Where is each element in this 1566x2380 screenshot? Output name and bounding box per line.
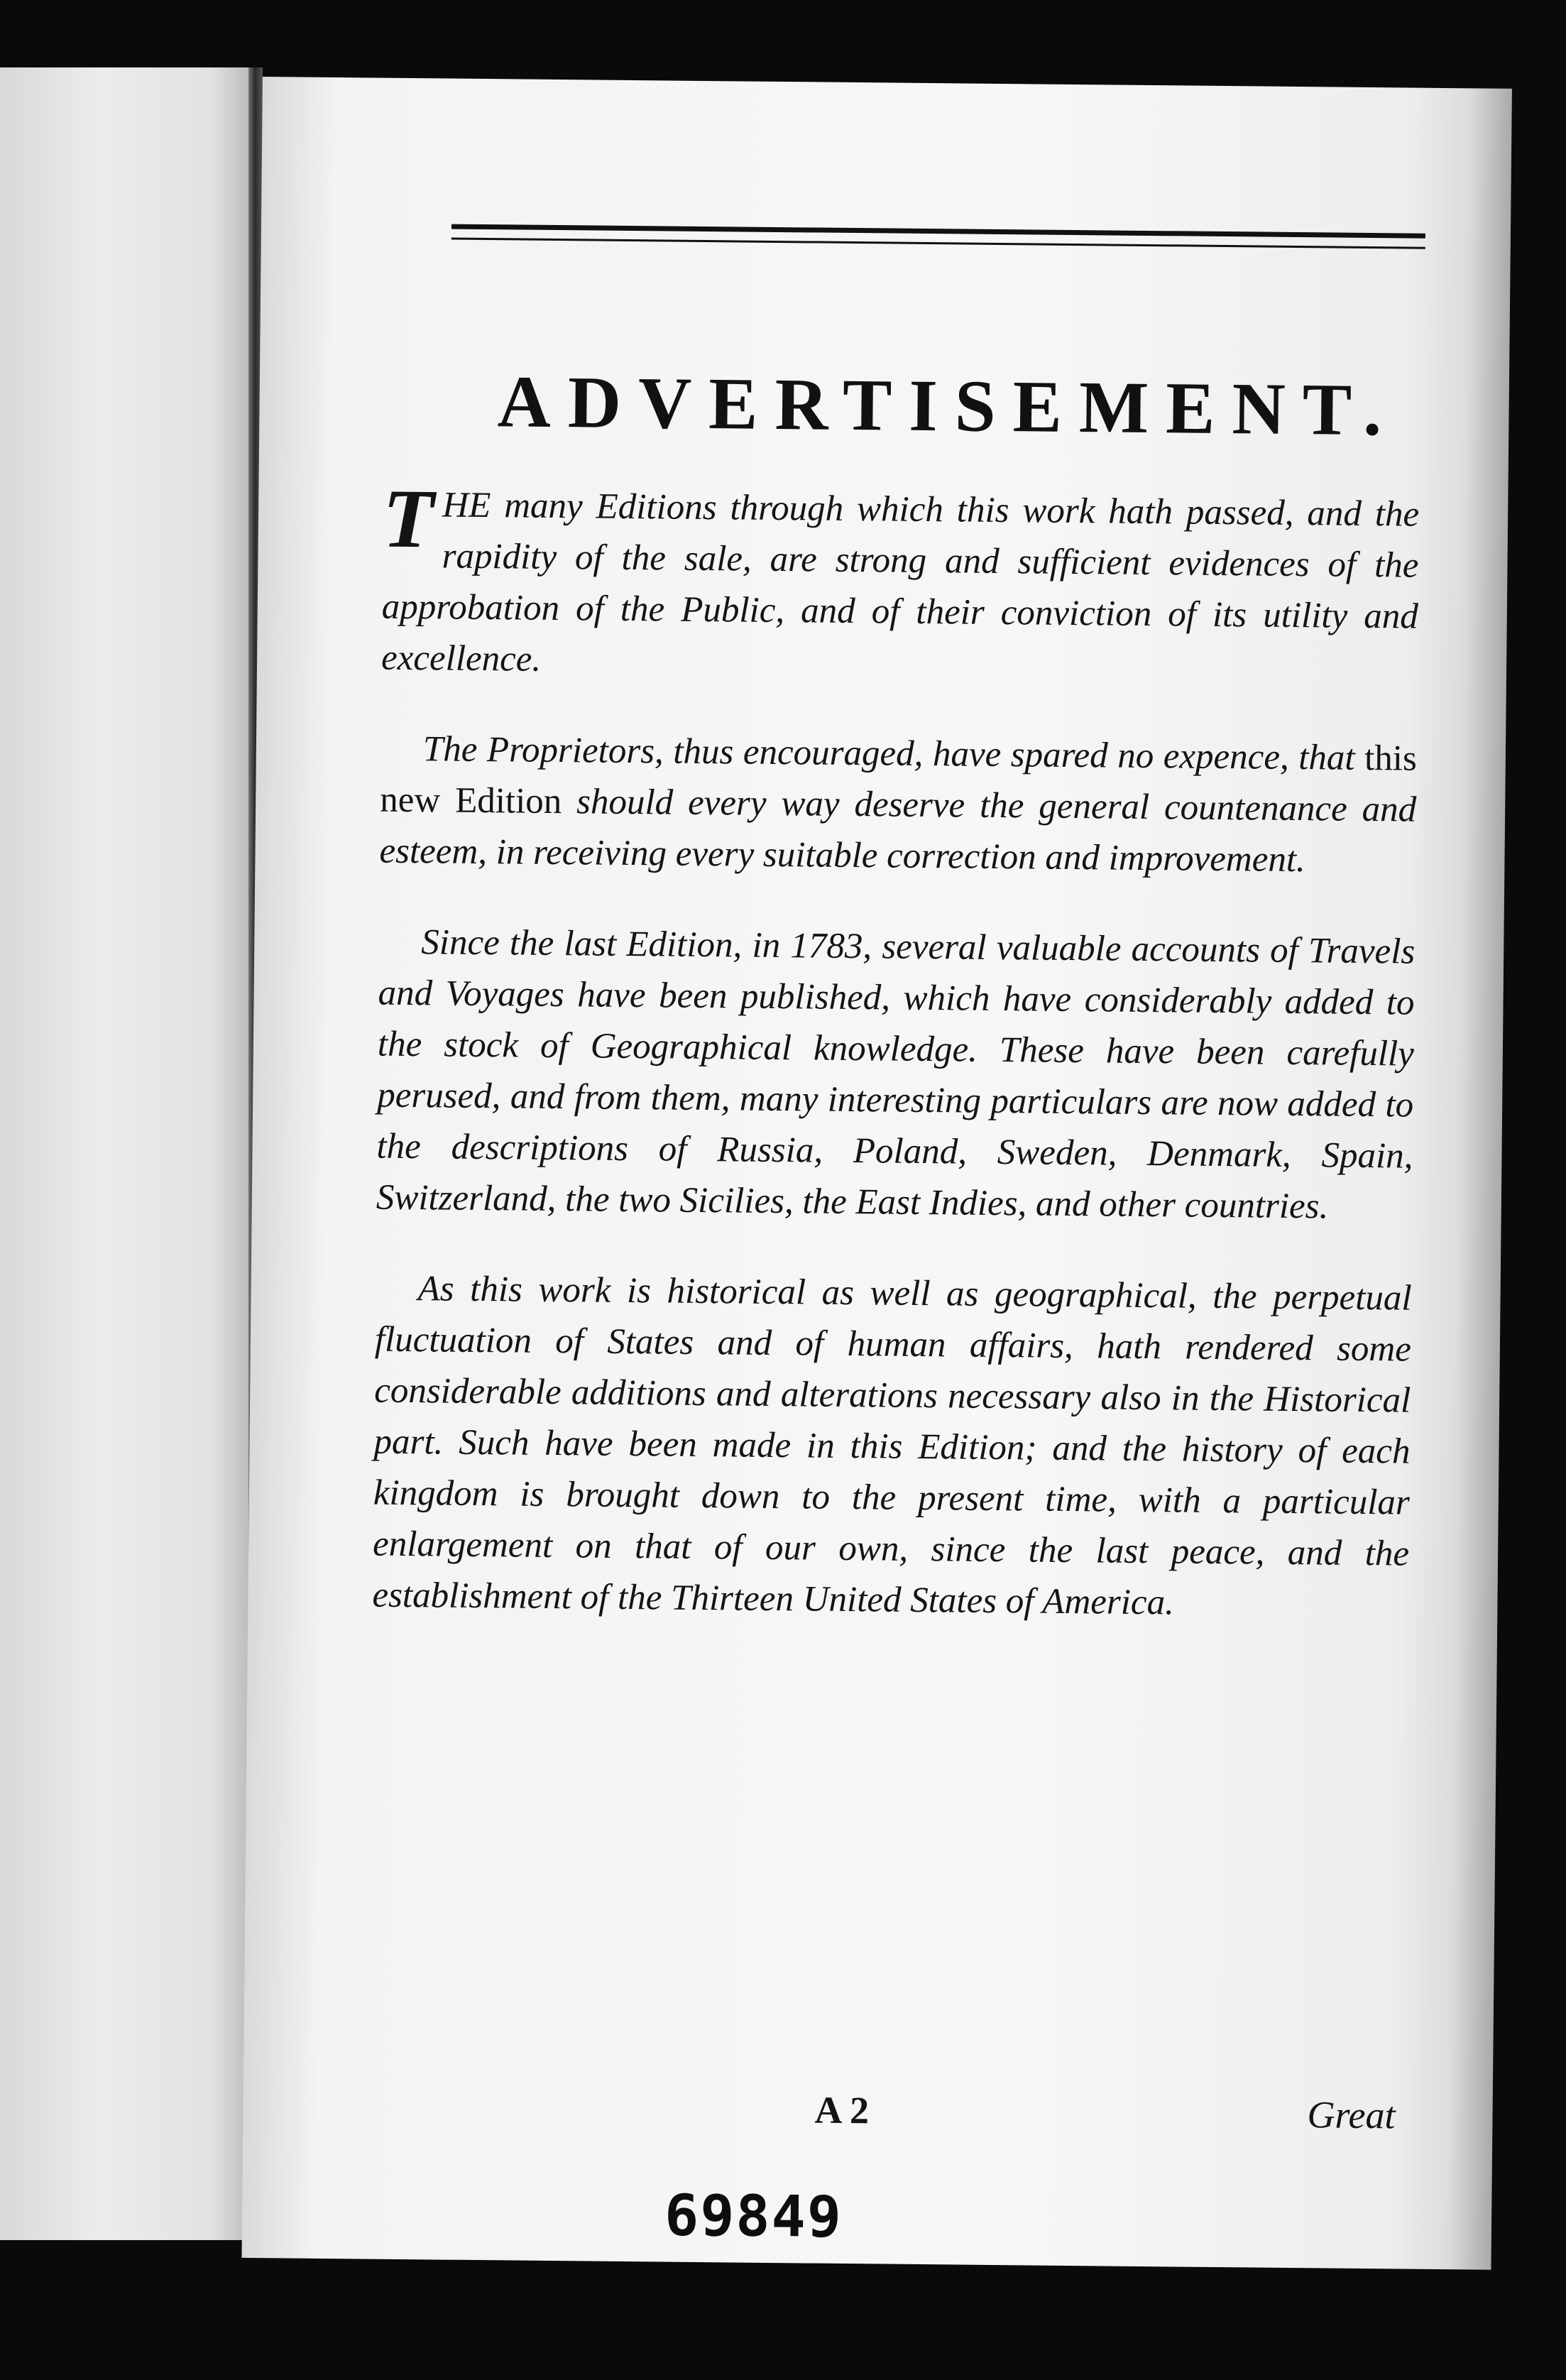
header-double-rule: [451, 224, 1425, 249]
advertisement-body: [372, 471, 1420, 1671]
paragraph-3: Since the last Edition, in 1783, several valuable accounts of Travels and Voyages have been published, which have considerably added to the stock of Geographical knowledge. These have been carefully perused, and from them, many interesting particulars are now added to the descriptions of Russia, Poland, Sweden, Denmark, Spain, Switzerland, the two Sicilies, the East Indies, and other countries.: [376, 922, 1416, 1227]
paragraph-2-text-a: The Proprietors, thus encouraged, have spared no expence, that: [422, 729, 1355, 778]
right-page: [242, 77, 1512, 2270]
paragraph-2-roman-text: this new Edition: [379, 738, 1418, 822]
page-edge-shadow: [1448, 88, 1511, 2269]
paragraph-2-text-b: should every way deserve the general countenance and esteem, in receiving every suitable correction and improvement.: [379, 782, 1417, 880]
paragraph-1: [380, 471, 1420, 694]
catchword: Great: [1307, 2093, 1396, 2137]
paragraph-2: [379, 724, 1417, 887]
paragraph-1-text: HE many Editions through which this work hath passed, and the rapidity of the sale, are strong and sufficient evidences of the approbation of the Public, and of their conviction of its utility and excellence.: [380, 485, 1420, 679]
page-heading: ADVERTISEMENT.: [497, 361, 1399, 452]
accession-number-stamp: 69849: [664, 2182, 843, 2250]
drop-cap: T: [382, 471, 434, 566]
page-footer-line: [367, 2084, 1404, 2144]
left-page-edge: [0, 67, 248, 2240]
signature-mark: A 2: [814, 2088, 870, 2132]
paragraph-4: As this work is historical as well as geographical, the perpetual fluctuation of States and of human affairs, hath rendered some considerable additions and alterations necessary also in the Historical part. Such have been made in this Edition; and the history of each kingdom is brought down to the present time, with a particular enlargement on that of our own, since the last peace, and the establishment of the Thirteen United States of America.: [372, 1269, 1412, 1623]
